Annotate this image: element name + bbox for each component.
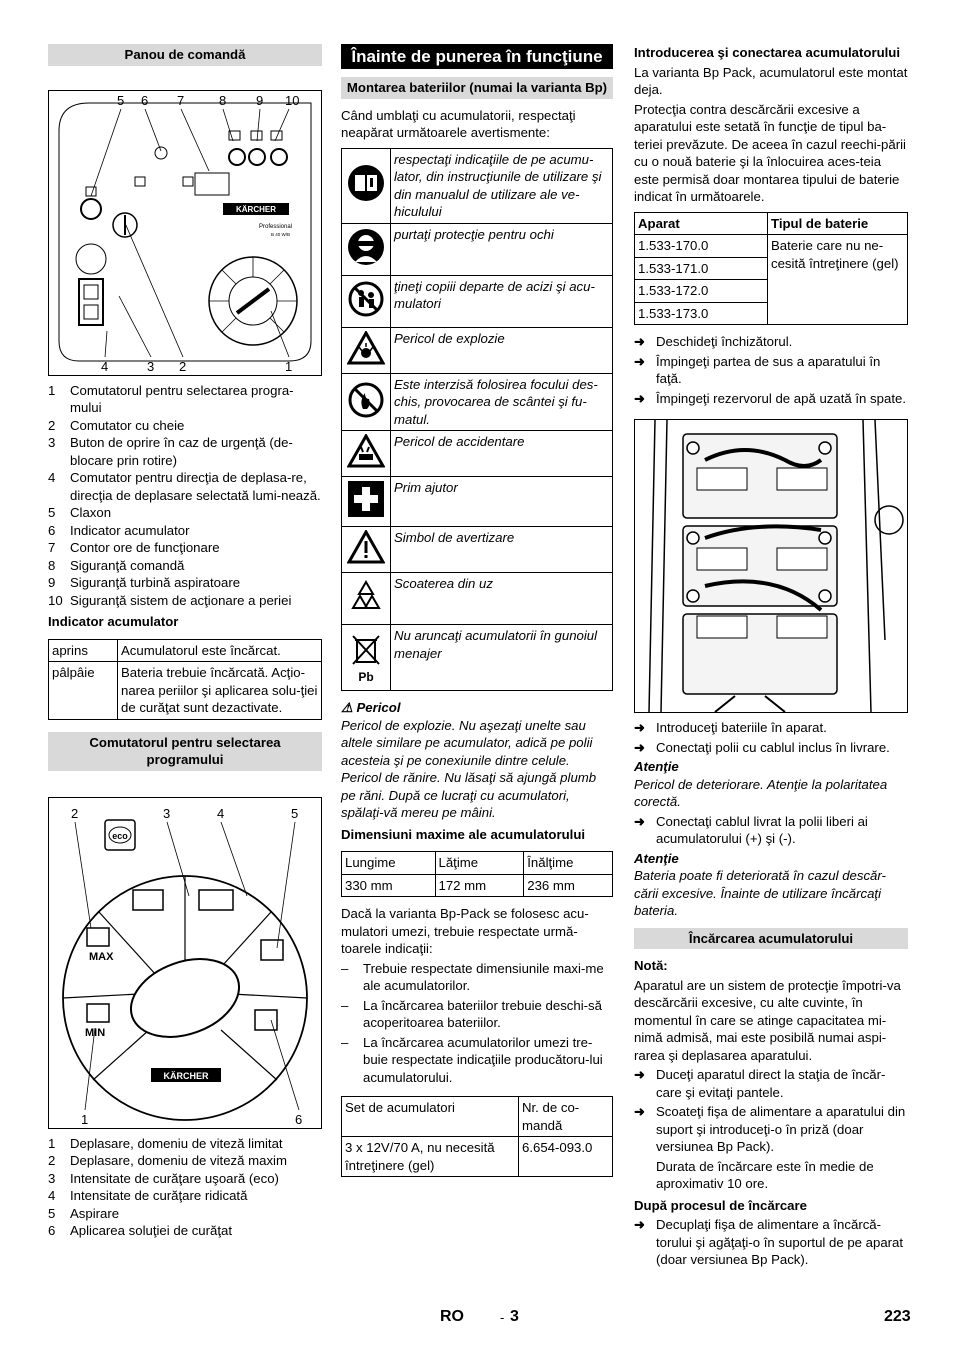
- arrow-right-icon: ➜: [634, 720, 646, 735]
- attention-text: Bateria poate fi deteriorată în cazul descăr-cării excesive. Înainte de utilizare încărcaţi bateria.: [634, 868, 886, 918]
- charging-heading: Încărcarea acumulatorului: [634, 928, 908, 950]
- list-item: ➜ Duceţi aparatul direct la staţia de încăr-care şi evitaţi pantele.: [634, 1067, 886, 1100]
- keep-children-away-icon: [342, 275, 391, 327]
- indicator-table: [48, 639, 322, 720]
- table-row: Este interzisă folosirea focului des-chis, provocarea de scântei şi fu-matul.: [342, 373, 613, 431]
- warning-triangle-icon: ⚠: [341, 700, 353, 715]
- danger-text: Pericol de explozie. Nu aşezaţi unelte sau altele similare pe acumulator, adică pe polii acesteia şi pe conexiunile dintre celule. Pericol de rănire. Nu lăsaţi să ajungă plumb pe răni. După ce lucraţi cu acumulatori, spălaţi-vă mereu pe mâini.: [341, 717, 597, 820]
- list-item: 8 Siguranţă comandă: [48, 557, 185, 573]
- table-row: 1.533-173.0: [635, 302, 908, 325]
- column-3: [634, 44, 908, 1271]
- arrow-right-icon: ➜: [634, 353, 646, 369]
- battery-mount-heading: Montarea bateriilor (numai la varianta Bp): [341, 77, 613, 99]
- explosion-hazard-icon: [342, 327, 391, 373]
- arrow-right-icon: ➜: [634, 390, 646, 406]
- list-item: 4 Intensitate de curăţare ridicată: [48, 1188, 248, 1203]
- list-item: 1 Deplasare, domeniu de viteză limitat: [48, 1135, 283, 1151]
- table-row: 1.533-170.0 Baterie care nu ne-cesită întreţinere (gel): [635, 235, 908, 258]
- table-row: Simbol de avertizare: [342, 527, 613, 573]
- table-row: 1.533-171.0: [635, 257, 908, 280]
- model-label: B 40 W/B: [271, 231, 291, 237]
- list-item: 2 Deplasare, domeniu de viteză maxim: [48, 1153, 287, 1168]
- column-1: [48, 44, 322, 1244]
- indicator-heading: Indicator acumulator: [48, 614, 179, 629]
- list-item: 4 Comutator pentru direcţia de deplasa-re, direcţia de deplasare selectată lumi-nează.: [48, 470, 321, 503]
- table-row: respectaţi indicaţiile de pe acumu-lator, din instrucţiunile de utilizare şi din manualul de utilizare ale ve-hiculului: [342, 148, 613, 223]
- battery-type-table: [634, 212, 908, 326]
- warnings-intro: Când umblaţi cu acumulatorii, respectaţi neapărat următoarele avertismente:: [341, 107, 576, 140]
- fig-label: 2: [179, 358, 187, 374]
- arrow-right-icon: ➜: [634, 1067, 646, 1082]
- table-row: 330 mm 172 mm 236 mm: [342, 874, 613, 897]
- attention-title: Atenţie: [634, 850, 679, 866]
- steps-list: [634, 719, 908, 756]
- eco-icon: eco: [112, 830, 128, 841]
- charge-duration: Durata de încărcare este în medie de aproximativ 10 ore.: [656, 1158, 874, 1191]
- list-item: ➜ Introduceţi bateriile în aparat.: [634, 720, 827, 735]
- list-item: 1 Comutatorul pentru selectarea progra-mului: [48, 382, 294, 415]
- fig-label: 3: [147, 358, 155, 374]
- note-text: Aparatul are un sistem de protecţie împotri-va descărcării excesive, cu alte cuvinte, în momentul în care se atinge capacitatea mi-nimă admisă, mai este posibilă numai aspi-rarea şi deplasarea aparatului.: [634, 977, 901, 1063]
- table-row: Prim ajutor: [342, 477, 613, 527]
- list-item: 2 Comutator cu cheie: [48, 417, 185, 433]
- battery-wiring-drawing: [635, 420, 907, 712]
- list-item: ➜ Împingeţi rezervorul de apă uzată în spate.: [634, 390, 906, 406]
- column-2: [341, 44, 613, 1185]
- eye-protection-icon: [342, 223, 391, 275]
- list-item: 5 Aspirare: [48, 1205, 120, 1221]
- table-row: ţineţi copiii departe de acizi şi acu-mulatori: [342, 275, 613, 327]
- corrosive-hazard-icon: [342, 431, 391, 477]
- note-title: Notă:: [634, 958, 668, 973]
- attention-title: Atenţie: [634, 759, 679, 774]
- table-row: pâlpâie Bateria trebuie încărcată. Acţio-narea periilor şi aplicarea solu-ţiei de curăţat sunt dezactivate.: [49, 662, 322, 720]
- program-selector-drawing: [49, 798, 321, 1128]
- fig-label: 5: [117, 92, 125, 108]
- fig-label: 3: [163, 805, 171, 821]
- selector-heading: Comutatorul pentru selectarea programului: [48, 732, 322, 771]
- footer-dash: -: [500, 1310, 505, 1325]
- fig-label: 9: [256, 92, 264, 108]
- control-panel-figure: [48, 90, 322, 376]
- table-row: Aparat Tipul de baterie: [635, 212, 908, 235]
- dims-heading: Dimensiuni maxime ale acumulatorului: [341, 826, 586, 842]
- battery-wiring-figure: [634, 419, 908, 713]
- table-row: Lungime Lăţime Înălţime: [342, 852, 613, 875]
- list-item: 6 Aplicarea soluţiei de curăţat: [48, 1223, 233, 1238]
- dims-table: [341, 851, 613, 897]
- table-row: 1.533-172.0: [635, 280, 908, 303]
- selector-legend-list: [48, 1135, 322, 1240]
- warnings-table: [341, 148, 613, 692]
- list-item: ➜ Conectaţi cablul livrat la polii liberi ai acumulatorului (+) şi (-).: [634, 813, 868, 846]
- table-row: aprins Acumulatorul este încărcat.: [49, 639, 322, 662]
- list-item: 5 Claxon: [48, 505, 112, 520]
- page-number: 223: [884, 1308, 911, 1325]
- table-row: Pericol de explozie: [342, 327, 613, 373]
- no-bin-icon: [342, 625, 391, 691]
- professional-label: Professional: [259, 223, 293, 230]
- arrow-right-icon: ➜: [634, 334, 646, 349]
- manual-book-icon: [342, 148, 391, 223]
- fig-label: 6: [295, 1111, 303, 1127]
- panel-legend-list: [48, 382, 322, 610]
- list-item: 3 Buton de oprire în caz de urgenţă (de-blocare prin rotire): [48, 435, 293, 468]
- fig-label: 1: [81, 1111, 89, 1127]
- list-item: 3 Intensitate de curăţare uşoară (eco): [48, 1170, 279, 1186]
- table-row: Set de acumulatori Nr. de co-mandă: [342, 1097, 613, 1137]
- arrow-right-icon: ➜: [634, 739, 646, 755]
- list-item: ➜ Deschideţi închizătorul.: [634, 334, 793, 349]
- danger-title: ⚠ Pericol: [341, 700, 401, 715]
- list-item: ➜ Decuplaţi fişa de alimentare a încărcă-torului şi agăţaţi-o în suportul de pe aparat (doar versiunea Bp Pack).: [634, 1217, 904, 1267]
- fig-label: 1: [285, 358, 293, 374]
- panel-heading: Panou de comandă: [48, 44, 322, 66]
- control-panel-drawing: [49, 91, 321, 375]
- fig-label: 4: [101, 358, 109, 374]
- pb-label: Pb: [358, 669, 374, 684]
- table-row: purtaţi protecţie pentru ochi: [342, 223, 613, 275]
- fig-label: 2: [71, 805, 79, 821]
- arrow-right-icon: ➜: [634, 1104, 646, 1119]
- list-item: ➜ Împingeţi partea de sus a aparatului în faţă.: [634, 353, 881, 386]
- arrow-right-icon: ➜: [634, 813, 646, 829]
- program-selector-figure: [48, 797, 322, 1129]
- table-row: Pb Nu aruncaţi acumulatorii în gunoiul menajer: [342, 625, 613, 691]
- fig-label: 10: [285, 92, 300, 108]
- insert-heading: Introducerea şi conectarea acumulatorului: [634, 45, 901, 60]
- min-label: MIN: [85, 1026, 106, 1039]
- fig-label: 6: [141, 92, 149, 108]
- list-item: – Trebuie respectate dimensiunile maxi-me ale acumulatorilor.: [341, 960, 604, 993]
- table-row: Pericol de accidentare: [342, 431, 613, 477]
- table-row: 3 x 12V/70 A, nu necesită întreţinere (gel) 6.654-093.0: [342, 1137, 613, 1177]
- fig-label: 4: [217, 805, 225, 821]
- brand-logo: KÄRCHER: [236, 204, 276, 214]
- after-charge-heading: După procesul de încărcare: [634, 1197, 807, 1213]
- fig-label: 8: [219, 92, 227, 108]
- recycling-icon: [342, 573, 391, 625]
- list-item: – La încărcarea bateriilor trebuie deschi-să acoperitoarea bateriilor.: [341, 997, 602, 1030]
- battery-set-table: [341, 1096, 613, 1177]
- fig-label: 5: [291, 805, 299, 821]
- table-row: Scoaterea din uz: [342, 573, 613, 625]
- list-item: – La încărcarea acumulatorilor umezi tre-buie respectate indicaţiile producătoru-lui acumulatorului.: [341, 1034, 603, 1085]
- brand-logo: KÄRCHER: [163, 1070, 209, 1081]
- attention-text: Pericol de deteriorare. Atenţie la polaritatea corectă.: [634, 776, 888, 809]
- list-item: 9 Siguranţă turbină aspiratoare: [48, 575, 241, 590]
- no-open-flame-icon: [342, 373, 391, 431]
- wet-list: [341, 960, 613, 1087]
- fig-label: 7: [177, 92, 185, 108]
- main-heading: Înainte de punerea în funcţiune: [341, 44, 613, 69]
- warning-triangle-icon: [342, 527, 391, 573]
- wet-intro: Dacă la varianta Bp-Pack se folosesc acu-mulatori umezi, trebuie respectate urmă-toarele indicaţii:: [341, 906, 589, 956]
- arrow-right-icon: ➜: [634, 1217, 646, 1232]
- list-item: 6 Indicator acumulator: [48, 522, 190, 538]
- steps-list: [634, 1066, 908, 1156]
- footer-language: RO: [440, 1308, 464, 1325]
- max-label: MAX: [89, 950, 114, 963]
- insert-paragraph: Protecţia contra descărcării excesive a aparatului este setată în funcţie de tipul ba-teriei prevăzute. De aceea în cazul reechi-pării cu o nouă baterie şi la înlocuirea aces-teia este permisă doar montarea tipului de baterie indicat în următoarele.: [634, 101, 906, 204]
- insert-paragraph: La varianta Bp Pack, acumulatorul este montat deja.: [634, 64, 908, 97]
- list-item: ➜ Conectaţi polii cu cablul inclus în livrare.: [634, 739, 890, 755]
- list-item: ➜ Scoateţi fişa de alimentare a aparatului din suport şi introduceţi-o în priză (doar versiunea Bp Pack).: [634, 1104, 906, 1154]
- list-item: 10 Siguranţă sistem de acţionare a periei: [48, 592, 292, 608]
- list-item: 7 Contor ore de funcţionare: [48, 540, 220, 555]
- first-aid-icon: [342, 477, 391, 527]
- footer-local-page: 3: [510, 1308, 519, 1325]
- steps-list: [634, 333, 908, 407]
